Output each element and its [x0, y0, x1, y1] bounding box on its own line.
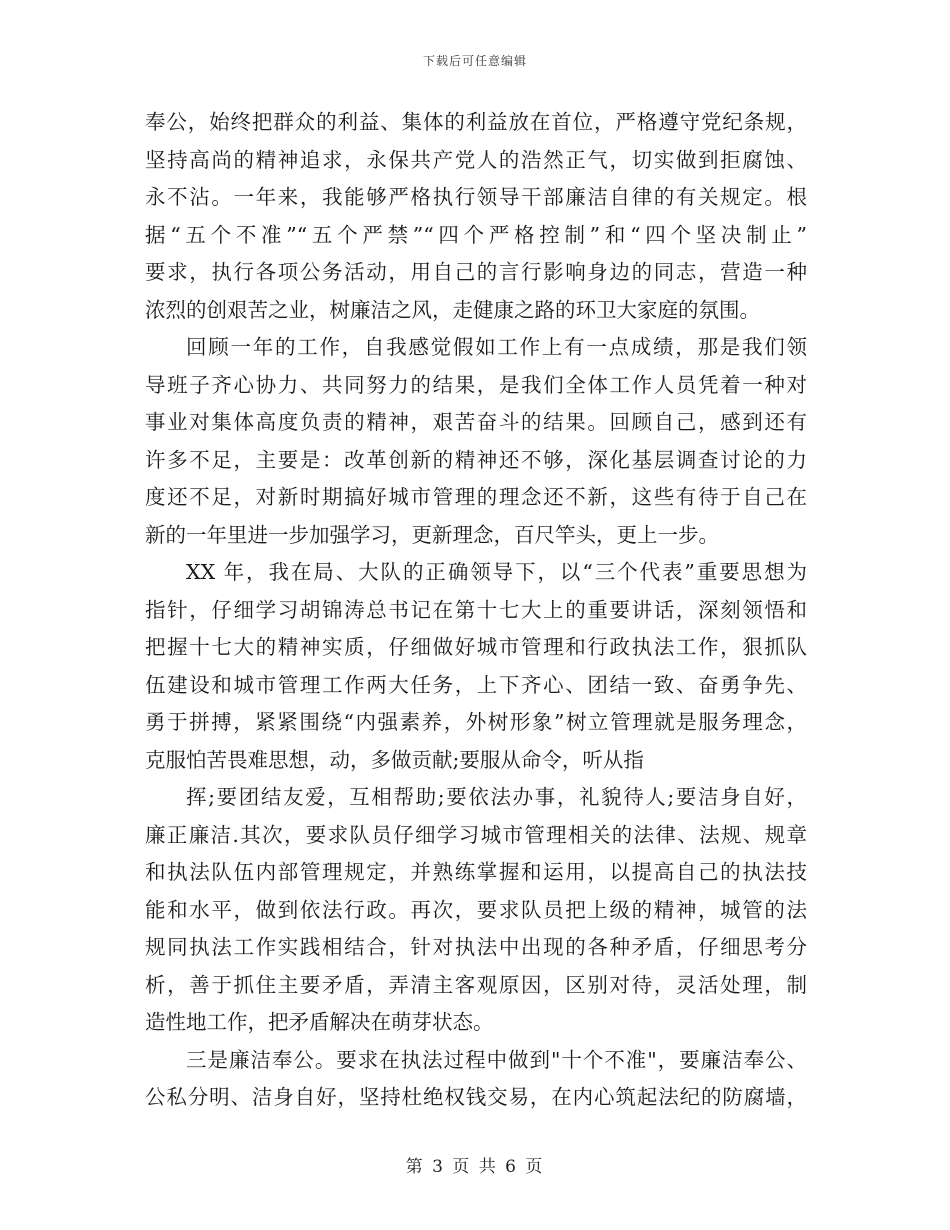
text-line: 事业对集体高度负责的精神，艰苦奋斗的结果。回顾自己，感到还有 — [145, 410, 807, 434]
text-line: 据“五个不准”“五个严禁”“四个严格控制”和“四个坚决制止” — [145, 222, 807, 247]
paragraph-3 — [145, 554, 807, 779]
text-line: 度还不足，对新时期搞好城市管理的理念还不新，这些有待于自己在 — [145, 485, 807, 509]
text-line: 公私分明、洁身自好，坚持杜绝权钱交易，在内心筑起法纪的防腐墙， — [145, 1085, 807, 1109]
page-number-footer: 第 3 页 共 6 页 — [405, 1157, 545, 1177]
text-line: 把握十七大的精神实质，仔细做好城市管理和行政执法工作，狠抓队 — [145, 635, 807, 659]
text-line: 坚持高尚的精神追求，永保共产党人的浩然正气，切实做到拒腐蚀、 — [145, 147, 807, 172]
text-line: 三是廉洁奉公。要求在执法过程中做到"十个不准"，要廉洁奉公、 — [186, 1047, 807, 1072]
text-line: 要求，执行各项公务活动，用自己的言行影响身边的同志，营造一种 — [145, 260, 807, 284]
paragraph-2 — [145, 329, 807, 554]
paragraph-1 — [145, 104, 807, 329]
text-line: 奉公，始终把群众的利益、集体的利益放在首位，严格遵守党纪条规， — [145, 110, 807, 134]
text-line: XX 年，我在局、大队的正确领导下，以“三个代表”重要思想为 — [186, 560, 807, 584]
text-line: 永不沾。一年来，我能够严格执行领导干部廉洁自律的有关规定。根 — [145, 185, 807, 209]
document-body — [145, 104, 807, 1117]
text-line: 勇于拼搏，紧紧围绕“内强素养，外树形象”树立管理就是服务理念， — [145, 710, 807, 734]
text-line: 挥;要团结友爱，互相帮助;要依法办事，礼貌待人;要洁身自好， — [186, 785, 807, 809]
text-line: 伍建设和城市管理工作两大任务，上下齐心、团结一致、奋勇争先、 — [145, 672, 807, 697]
text-line: 克服怕苦畏难思想，动，多做贡献;要服从命令，听从指 — [145, 747, 644, 772]
paragraph-4 — [145, 779, 807, 1042]
text-line: 指针，仔细学习胡锦涛总书记在第十七大上的重要讲话，深刻领悟和 — [145, 597, 807, 622]
text-line: 许多不足，主要是：改革创新的精神还不够，深化基层调查讨论的力 — [145, 447, 807, 472]
text-line: 析，善于抓住主要矛盾，弄清主客观原因，区别对待，灵活处理，制 — [145, 972, 807, 997]
text-line: 规同执法工作实践相结合，针对执法中出现的各种矛盾，仔细思考分 — [145, 935, 807, 959]
paragraph-5 — [145, 1042, 807, 1117]
text-line: 能和水平，做到依法行政。再次，要求队员把上级的精神，城管的法 — [145, 897, 807, 922]
page-header: 下载后可任意编辑 — [422, 54, 527, 68]
text-line: 和执法队伍内部管理规定，并熟练掌握和运用，以提高自己的执法技 — [145, 860, 807, 884]
text-line: 造性地工作，把矛盾解决在萌芽状态。 — [145, 1010, 494, 1034]
text-line: 浓烈的创艰苦之业，树廉洁之风，走健康之路的环卫大家庭的氛围。 — [145, 297, 760, 322]
text-line: 回顾一年的工作，自我感觉假如工作上有一点成绩，那是我们领 — [186, 335, 807, 359]
text-line: 新的一年里进一步加强学习，更新理念，百尺竿头，更上一步。 — [145, 522, 719, 547]
text-line: 廉正廉洁.其次，要求队员仔细学习城市管理相关的法律、法规、规章 — [145, 822, 807, 847]
text-line: 导班子齐心协力、共同努力的结果，是我们全体工作人员凭着一种对 — [145, 372, 807, 397]
